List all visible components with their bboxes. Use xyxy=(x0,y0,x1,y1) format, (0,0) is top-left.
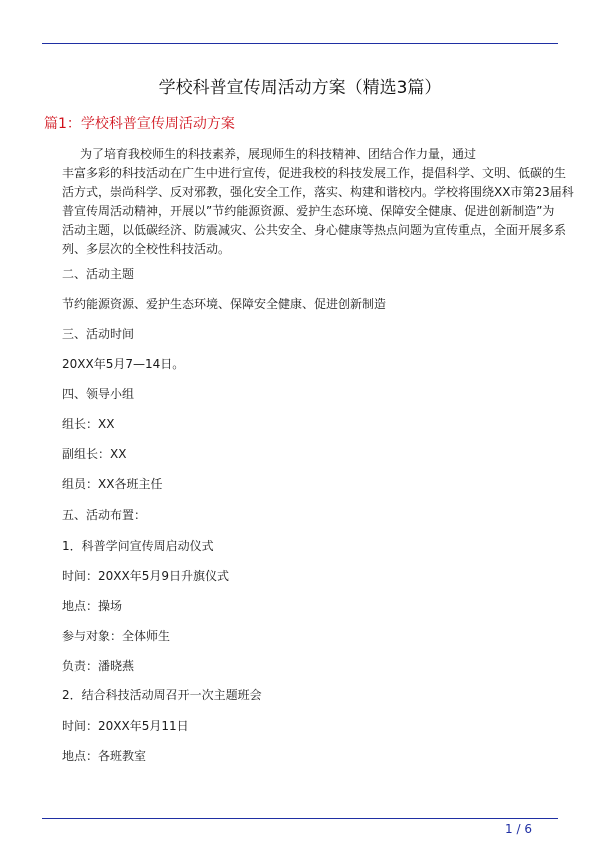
list-item: 时间：20XX年5月11日 xyxy=(62,719,189,733)
heading-leadership-group: 四、领导小组 xyxy=(62,387,135,401)
list-item: 参与对象：全体师生 xyxy=(62,629,171,643)
list-item: 负责：潘晓燕 xyxy=(62,659,135,673)
footer-rule xyxy=(42,818,558,819)
group-leader: 组长：XX xyxy=(62,417,115,431)
heading-activity-time: 三、活动时间 xyxy=(62,327,135,341)
intro-line: 普宣传周活动精神，开展以”节约能源资源、爱护生态环境、保障安全健康、促进创新制造”为 xyxy=(62,204,555,218)
list-item: 地点：各班教室 xyxy=(62,749,147,763)
intro-line: 列、多层次的全校性科技活动。 xyxy=(62,242,231,256)
intro-line: 丰富多彩的科技活动在广生中进行宣传，促进我校的科技发展工作，提倡科学、文明、低碳的生 xyxy=(62,166,567,180)
header-rule xyxy=(42,43,558,44)
arrangement-item-2: 2．结合科技活动周召开一次主题班会 xyxy=(62,688,262,702)
heading-activity-arrangement: 五、活动布置： xyxy=(62,508,147,522)
activity-time-text: 20XX年5月7—14日。 xyxy=(62,357,185,371)
deputy-group-leader: 副组长：XX xyxy=(62,447,127,461)
page-number: 1 / 6 xyxy=(505,822,532,836)
list-item: 地点：操场 xyxy=(62,599,123,613)
section-heading: 篇1：学校科普宣传周活动方案 xyxy=(44,116,235,132)
group-members: 组员：XX各班主任 xyxy=(62,477,163,491)
activity-theme-text: 节约能源资源、爱护生态环境、保障安全健康、促进创新制造 xyxy=(62,297,387,311)
document-title: 学校科普宣传周活动方案（精选3篇） xyxy=(158,78,442,98)
heading-activity-theme: 二、活动主题 xyxy=(62,267,135,281)
list-item: 时间：20XX年5月9日升旗仪式 xyxy=(62,569,229,583)
intro-line: 活动主题，以低碳经济、防震减灾、公共安全、身心健康等热点问题为宣传重点，全面开展多系 xyxy=(62,223,567,237)
intro-line: 为了培育我校师生的科技素养，展现师生的科技精神、团结合作力量，通过 xyxy=(80,147,477,161)
arrangement-item-1: 1．科普学问宣传周启动仪式 xyxy=(62,539,214,553)
intro-line: 活方式，崇尚科学、反对邪教，强化安全工作，落实、构建和谐校内。学校将围绕XX市第23届科 xyxy=(62,185,574,199)
